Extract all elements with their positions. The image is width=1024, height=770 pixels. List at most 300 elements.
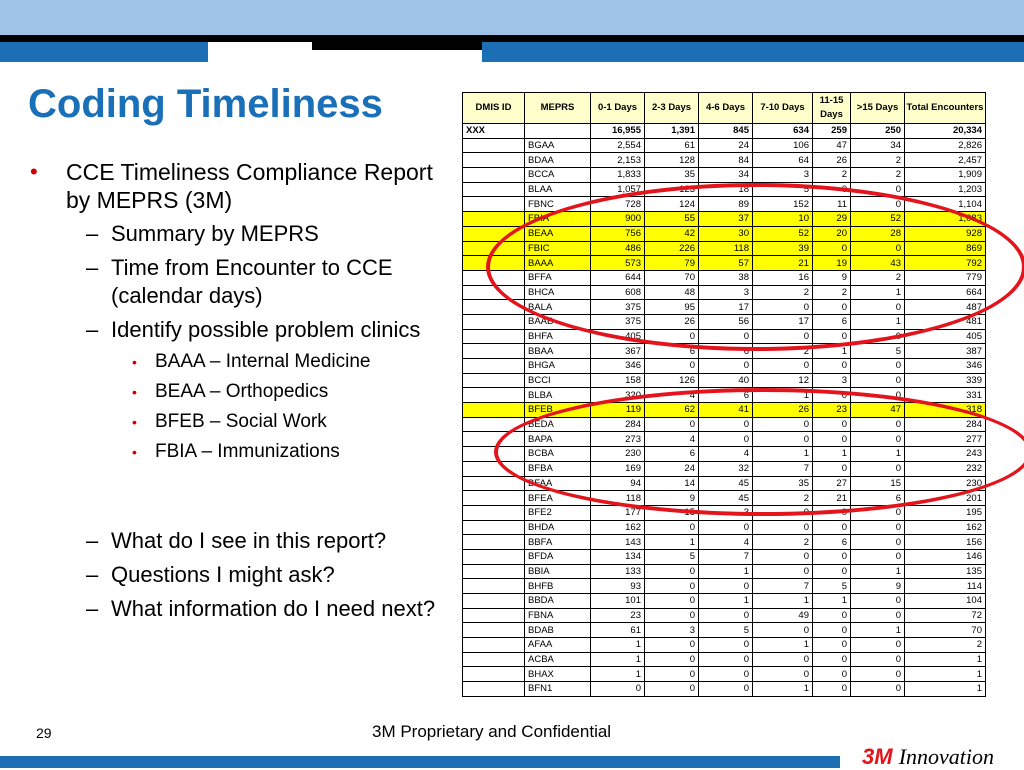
table-cell: 0 (851, 241, 905, 256)
table-cell: 0 (753, 564, 813, 579)
dash-icon: – (86, 317, 99, 342)
table-cell: 9 (851, 579, 905, 594)
table-row (463, 388, 986, 403)
table-row (463, 608, 986, 623)
table-total-row (463, 124, 986, 139)
table-cell: 1,391 (645, 124, 699, 139)
table-cell: BEDA (525, 417, 591, 432)
table-cell: 1 (905, 682, 986, 697)
table-cell (463, 682, 525, 697)
table-cell: 792 (905, 256, 986, 271)
table-cell: FBNA (525, 608, 591, 623)
table-row (463, 285, 986, 300)
table-cell (463, 638, 525, 653)
table-cell: 1 (753, 594, 813, 609)
table-cell: 0 (645, 638, 699, 653)
table-cell: 1 (753, 682, 813, 697)
table-cell: 119 (591, 403, 645, 418)
table-cell: 0 (851, 197, 905, 212)
table-cell (463, 285, 525, 300)
table-cell: 0 (813, 505, 851, 520)
table-cell: 608 (591, 285, 645, 300)
table-row (463, 300, 986, 315)
table-cell: 1,203 (905, 182, 986, 197)
table-cell: 259 (813, 124, 851, 139)
table-row (463, 682, 986, 697)
table-cell: 1 (753, 638, 813, 653)
table-cell (463, 667, 525, 682)
table-cell: 0 (699, 652, 753, 667)
table-cell: 48 (645, 285, 699, 300)
table-cell: 0 (645, 594, 699, 609)
table-cell: 3 (699, 285, 753, 300)
table-cell: 32 (699, 461, 753, 476)
table-cell: 0 (645, 608, 699, 623)
table-cell: 0 (645, 682, 699, 697)
table-cell (463, 226, 525, 241)
table-cell: 0 (645, 359, 699, 374)
header-band-blue-right (482, 42, 1024, 62)
table-cell: 1 (591, 652, 645, 667)
table-row (463, 594, 986, 609)
table-cell: 177 (591, 505, 645, 520)
table-cell: 634 (753, 124, 813, 139)
column-header: 0-1 Days (591, 93, 645, 124)
sub-bullet-text: Identify possible problem clinics (111, 317, 421, 342)
table-cell: 318 (905, 403, 986, 418)
table-cell: 0 (813, 329, 851, 344)
table-cell: 0 (813, 520, 851, 535)
table-cell: 367 (591, 344, 645, 359)
table-cell: BLAA (525, 182, 591, 197)
table-row (463, 638, 986, 653)
table-row (463, 652, 986, 667)
table-cell: 0 (813, 623, 851, 638)
bullet-item (28, 158, 448, 214)
table-cell: 28 (851, 226, 905, 241)
table-cell: 0 (645, 667, 699, 682)
table-cell: 0 (851, 359, 905, 374)
sub-bullet-item (28, 254, 448, 310)
table-cell: 0 (645, 520, 699, 535)
table-cell: 126 (645, 373, 699, 388)
table-cell: 1 (851, 285, 905, 300)
table-cell: 1 (905, 667, 986, 682)
table-cell: 123 (645, 182, 699, 197)
table-cell: 0 (813, 682, 851, 697)
confidentiality-notice: 3M Proprietary and Confidential (372, 722, 612, 741)
table-cell: 0 (645, 564, 699, 579)
table-cell: 1 (753, 388, 813, 403)
table-cell: 62 (645, 403, 699, 418)
table-cell: 169 (591, 461, 645, 476)
table-cell (463, 300, 525, 315)
table-cell: 0 (813, 417, 851, 432)
table-cell: 94 (591, 476, 645, 491)
table-cell: 0 (851, 549, 905, 564)
table-cell: 0 (699, 608, 753, 623)
table-cell: 101 (591, 594, 645, 609)
table-cell: 3 (753, 168, 813, 183)
table-cell: 34 (851, 138, 905, 153)
table-cell: 26 (753, 403, 813, 418)
table-cell: 2,153 (591, 153, 645, 168)
table-cell: 2 (851, 270, 905, 285)
table-cell: 4 (645, 432, 699, 447)
table-cell: 1 (699, 564, 753, 579)
table-cell (463, 417, 525, 432)
table-cell: BHFA (525, 329, 591, 344)
table-cell: 128 (645, 153, 699, 168)
table-cell: 16,955 (591, 124, 645, 139)
table-cell: 226 (645, 241, 699, 256)
table-cell: 134 (591, 549, 645, 564)
table-cell: ACBA (525, 652, 591, 667)
table-cell: 118 (699, 241, 753, 256)
dash-icon: – (86, 221, 99, 246)
table-cell: 1 (813, 447, 851, 462)
sub-sub-bullet-item (28, 350, 448, 374)
table-cell: 35 (753, 476, 813, 491)
table-cell (463, 608, 525, 623)
table-cell: 756 (591, 226, 645, 241)
column-header: Total Encounters (905, 93, 986, 124)
logo-brand: 3M (862, 744, 893, 769)
table-cell: BFEB (525, 403, 591, 418)
table-cell: 0 (753, 667, 813, 682)
table-cell: BFBA (525, 461, 591, 476)
table-cell: 49 (753, 608, 813, 623)
table-cell: 45 (699, 476, 753, 491)
table-cell: BFE2 (525, 505, 591, 520)
table-cell: 405 (591, 329, 645, 344)
table-cell (463, 491, 525, 506)
table-cell: 0 (591, 682, 645, 697)
table-cell (463, 432, 525, 447)
table-cell: 0 (645, 329, 699, 344)
table-cell: 6 (699, 388, 753, 403)
table-cell: BBFA (525, 535, 591, 550)
table-row (463, 667, 986, 682)
table-cell: 644 (591, 270, 645, 285)
table-row (463, 153, 986, 168)
table-cell: 61 (591, 623, 645, 638)
table-cell: 143 (591, 535, 645, 550)
table-cell: 42 (645, 226, 699, 241)
table-cell: 43 (851, 256, 905, 271)
table-cell: 0 (753, 417, 813, 432)
table-cell: 64 (753, 153, 813, 168)
table-cell: 0 (851, 594, 905, 609)
table-cell: 4 (699, 535, 753, 550)
table-row (463, 535, 986, 550)
table-row (463, 314, 986, 329)
table-cell: 928 (905, 226, 986, 241)
table-row (463, 329, 986, 344)
table-cell: 93 (591, 579, 645, 594)
table-cell: 6 (645, 447, 699, 462)
table-cell: 146 (905, 549, 986, 564)
table-cell (463, 505, 525, 520)
table-cell: XXX (463, 124, 525, 139)
table-cell: BBDA (525, 594, 591, 609)
table-cell: 0 (699, 329, 753, 344)
table-cell: 21 (753, 256, 813, 271)
table-cell: BGAA (525, 138, 591, 153)
sub-bullet-text: Time from Encounter to CCE (calendar days) (111, 255, 393, 308)
table-cell: 5 (753, 182, 813, 197)
table-cell: 2 (905, 638, 986, 653)
table-cell: 869 (905, 241, 986, 256)
table-cell: 72 (905, 608, 986, 623)
table-cell: 0 (699, 417, 753, 432)
table-cell: 2 (851, 153, 905, 168)
table-cell (463, 549, 525, 564)
table-cell: 19 (813, 256, 851, 271)
table-cell: 0 (813, 182, 851, 197)
table-header-row (463, 93, 986, 124)
table-cell: 0 (753, 505, 813, 520)
table-cell: 41 (699, 403, 753, 418)
table-cell: 4 (699, 447, 753, 462)
bullet-list (28, 158, 448, 623)
table-row (463, 417, 986, 432)
table-cell: 1 (851, 447, 905, 462)
table-cell: 0 (851, 667, 905, 682)
dash-icon: – (86, 596, 99, 621)
table-cell: 17 (699, 300, 753, 315)
table-cell: 0 (851, 432, 905, 447)
table-cell: 104 (905, 594, 986, 609)
table-cell: 0 (851, 461, 905, 476)
table-cell: 2 (813, 168, 851, 183)
bullet-dot-icon: • (132, 384, 137, 400)
bullet-dot-icon: • (132, 414, 137, 430)
table-cell: 0 (851, 520, 905, 535)
sub-sub-bullet-text: BFEB – Social Work (155, 411, 327, 432)
table-cell: 39 (753, 241, 813, 256)
table-cell (525, 124, 591, 139)
table-cell: 0 (753, 359, 813, 374)
table-cell (463, 212, 525, 227)
table-cell (463, 520, 525, 535)
table-cell (463, 270, 525, 285)
table-cell: 30 (699, 226, 753, 241)
table-cell: 0 (813, 608, 851, 623)
table-cell: BCBA (525, 447, 591, 462)
table-cell: 0 (645, 579, 699, 594)
table-cell (463, 359, 525, 374)
sub-bullet-item (28, 316, 448, 344)
table-cell: AFAA (525, 638, 591, 653)
table-cell: 0 (699, 638, 753, 653)
table-cell: 230 (591, 447, 645, 462)
table-cell: 47 (813, 138, 851, 153)
table-row (463, 491, 986, 506)
table-cell: 0 (851, 182, 905, 197)
table-cell: 1,083 (905, 212, 986, 227)
header-band-black-middle (312, 42, 482, 50)
table-cell: BHFB (525, 579, 591, 594)
table-cell: 664 (905, 285, 986, 300)
column-header: 11-15 Days (813, 93, 851, 124)
table-cell: BEAA (525, 226, 591, 241)
table-cell: 0 (753, 300, 813, 315)
table-cell: 57 (699, 256, 753, 271)
table-cell (463, 623, 525, 638)
table-cell: BFAA (525, 476, 591, 491)
table-cell: 195 (905, 505, 986, 520)
table-cell: 20 (813, 226, 851, 241)
table-cell: BHDA (525, 520, 591, 535)
table-cell: 0 (813, 652, 851, 667)
table-cell: 29 (813, 212, 851, 227)
table-cell: 277 (905, 432, 986, 447)
sub-sub-bullet-item (28, 380, 448, 404)
table-cell (463, 138, 525, 153)
table-cell: 0 (851, 638, 905, 653)
bullet-text: CCE Timeliness Compliance Report by MEPRS (3M) (66, 159, 433, 213)
table-cell: 7 (753, 461, 813, 476)
table-cell: 573 (591, 256, 645, 271)
header-band-black (0, 35, 1024, 42)
table-cell: 0 (699, 432, 753, 447)
bullet-dot-icon: • (30, 159, 38, 184)
table-cell: 2 (851, 168, 905, 183)
table-cell: 0 (813, 241, 851, 256)
table-cell: 24 (645, 461, 699, 476)
table-cell: 0 (851, 373, 905, 388)
table-cell: 0 (851, 329, 905, 344)
sub-bullet-item (28, 220, 448, 248)
table-cell: 0 (753, 520, 813, 535)
table-cell: BHGA (525, 359, 591, 374)
table-cell: 1,104 (905, 197, 986, 212)
table-cell: 487 (905, 300, 986, 315)
column-header: DMIS ID (463, 93, 525, 124)
table-cell: 118 (591, 491, 645, 506)
table-cell: 21 (813, 491, 851, 506)
table-cell: 152 (753, 197, 813, 212)
table-cell: 1 (591, 638, 645, 653)
dash-icon: – (86, 255, 99, 280)
table-cell: 2 (753, 344, 813, 359)
table-cell: 26 (645, 314, 699, 329)
table-cell: 79 (645, 256, 699, 271)
table-cell: 250 (851, 124, 905, 139)
table-cell: BFFA (525, 270, 591, 285)
table-cell: 0 (753, 549, 813, 564)
footer-bar (0, 756, 840, 768)
column-header: 2-3 Days (645, 93, 699, 124)
table-cell: BDAA (525, 153, 591, 168)
table-cell: 0 (699, 520, 753, 535)
table-cell: 0 (813, 638, 851, 653)
table-cell (463, 314, 525, 329)
logo-word: Innovation (898, 744, 995, 769)
table-cell: 0 (851, 388, 905, 403)
table-cell: 5 (645, 549, 699, 564)
table-cell (463, 447, 525, 462)
table-cell: 23 (813, 403, 851, 418)
table-cell: 230 (905, 476, 986, 491)
table-row (463, 403, 986, 418)
sub-bullet-text: What do I see in this report? (111, 528, 387, 553)
table-cell: 0 (699, 359, 753, 374)
table-cell: 162 (905, 520, 986, 535)
table-cell: 339 (905, 373, 986, 388)
header-band-blue-left (0, 42, 208, 62)
table-cell: 7 (753, 579, 813, 594)
table-cell: 1 (813, 594, 851, 609)
table-cell: 728 (591, 197, 645, 212)
table-cell: 52 (851, 212, 905, 227)
table-cell: 9 (813, 270, 851, 285)
table-cell: 284 (591, 417, 645, 432)
table-cell: BFN1 (525, 682, 591, 697)
table-cell: 23 (591, 608, 645, 623)
table-cell: 2 (753, 535, 813, 550)
table-cell: BDAB (525, 623, 591, 638)
table-cell: 40 (699, 373, 753, 388)
table-cell: 387 (905, 344, 986, 359)
table-row (463, 212, 986, 227)
table-cell: 1 (851, 623, 905, 638)
table-cell: 1,057 (591, 182, 645, 197)
table-row (463, 549, 986, 564)
table-cell: 0 (813, 359, 851, 374)
table-cell: 320 (591, 388, 645, 403)
table-cell: 0 (851, 300, 905, 315)
table-cell (463, 168, 525, 183)
table-cell: 0 (851, 535, 905, 550)
table-cell: BALA (525, 300, 591, 315)
table-cell: 12 (753, 373, 813, 388)
table-cell: BLBA (525, 388, 591, 403)
table-cell (463, 403, 525, 418)
table-cell: 18 (699, 182, 753, 197)
table-cell: 158 (591, 373, 645, 388)
table-cell: 346 (905, 359, 986, 374)
table-cell: 1 (851, 564, 905, 579)
table-cell: 1 (905, 652, 986, 667)
table-cell: 0 (699, 579, 753, 594)
column-header: 4-6 Days (699, 93, 753, 124)
table-cell: 10 (753, 212, 813, 227)
table-row (463, 226, 986, 241)
table-cell (463, 535, 525, 550)
table-cell: 124 (645, 197, 699, 212)
sub-bullet-text: Questions I might ask? (111, 562, 335, 587)
column-header: 7-10 Days (753, 93, 813, 124)
table-cell: 133 (591, 564, 645, 579)
table-cell: 24 (699, 138, 753, 153)
table-cell: 273 (591, 432, 645, 447)
table-cell: 0 (813, 300, 851, 315)
table-cell (463, 564, 525, 579)
table-cell: 0 (813, 432, 851, 447)
table-cell (463, 461, 525, 476)
table-cell: BAAB (525, 314, 591, 329)
table-row (463, 241, 986, 256)
table-row (463, 623, 986, 638)
page-number: 29 (36, 725, 52, 741)
table-cell: 3 (645, 623, 699, 638)
table-cell: 0 (851, 505, 905, 520)
table-cell: BCCA (525, 168, 591, 183)
table-cell: 9 (645, 491, 699, 506)
table-cell (463, 197, 525, 212)
